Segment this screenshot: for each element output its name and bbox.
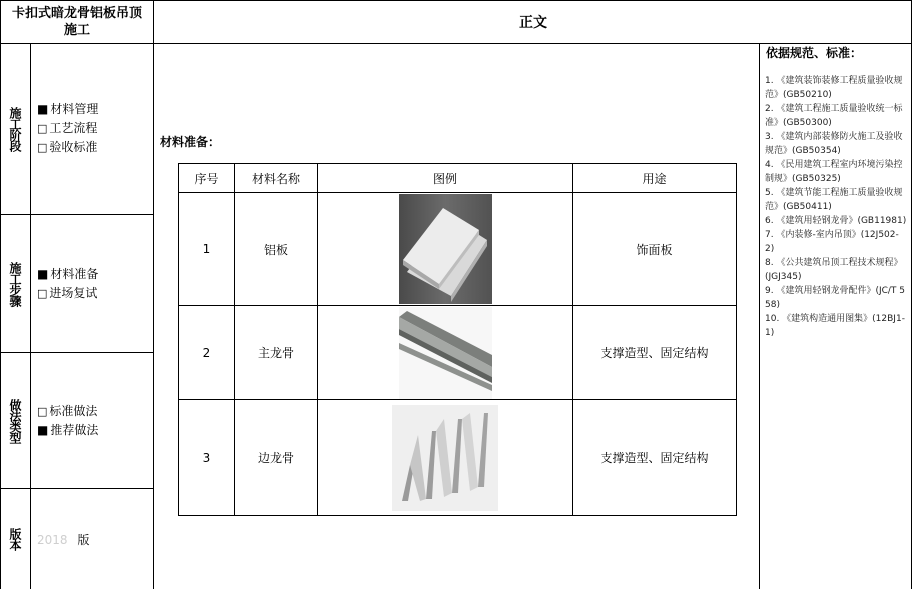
option-material-management[interactable]: ■ 材料管理 [37, 100, 98, 119]
option-process-flow[interactable]: □ 工艺流程 [37, 119, 98, 138]
version-label: 版本 [8, 528, 22, 550]
row-name: 边龙骨 [235, 400, 318, 516]
option-acceptance-standard[interactable]: □ 验收标准 [37, 138, 98, 157]
row-image-cell [318, 400, 573, 516]
main-keel-image [399, 307, 492, 399]
row-no: 3 [179, 400, 235, 516]
row-image-cell [318, 193, 573, 306]
option-material-preparation[interactable]: ■ 材料准备 [37, 265, 98, 284]
header-no: 序号 [179, 164, 235, 193]
table-row [179, 400, 737, 516]
checkbox-empty-icon[interactable]: □ [37, 287, 48, 300]
aluminum-plate-image [399, 194, 492, 304]
sidebar-divider [153, 0, 154, 589]
method-options [37, 402, 98, 440]
reference-item: 8. 《公共建筑吊顶工程技术规程》(JGJ345) [765, 258, 903, 282]
references-title: 依据规范、标准： [766, 46, 863, 60]
stage-label: 施工阶段 [8, 107, 22, 151]
section-title: 材料准备： [160, 135, 221, 149]
reference-item: 4. 《民用建筑工程室内环境污染控制规》(GB50325) [765, 160, 903, 184]
materials-table [178, 163, 737, 516]
row-name: 主龙骨 [235, 306, 318, 400]
reference-item: 3. 《建筑内部装修防火施工及验收规范》(GB50354) [765, 132, 903, 156]
step-label: 施工步骤 [8, 261, 22, 306]
references-divider [759, 44, 760, 589]
row-image-cell [318, 306, 573, 400]
checkbox-empty-icon[interactable]: □ [37, 405, 48, 418]
reference-item: 1. 《建筑装饰装修工程质量验收规范》(GB50210) [765, 76, 903, 100]
table-header-row [179, 164, 737, 193]
main-keel-illustration [399, 307, 492, 399]
reference-item: 2. 《建筑工程施工质量验收统一标准》(GB50300) [765, 104, 903, 128]
checkbox-empty-icon[interactable]: □ [37, 141, 48, 154]
table-row [179, 306, 737, 400]
edge-keel-image [392, 405, 498, 511]
row-use: 支撑造型、固定结构 [573, 400, 737, 516]
checkbox-checked-icon[interactable]: ■ [37, 423, 49, 437]
table-row [179, 193, 737, 306]
document-title: 卡扣式暗龙骨铝板吊顶施工 [11, 6, 142, 38]
row-use: 支撑造型、固定结构 [573, 306, 737, 400]
edge-keel-illustration [392, 405, 498, 511]
reference-item: 9. 《建筑用轻钢龙骨配件》(JC/T 558) [765, 286, 906, 310]
header-use: 用途 [573, 164, 737, 193]
checkbox-checked-icon[interactable]: ■ [37, 102, 49, 116]
reference-item: 5. 《建筑节能工程施工质量验收规范》(GB50411) [765, 188, 903, 212]
stage-options [37, 100, 98, 157]
option-standard-method[interactable]: □ 标准做法 [37, 402, 98, 421]
row-no: 1 [179, 193, 235, 306]
checkbox-empty-icon[interactable]: □ [37, 122, 48, 135]
method-type-label: 做法类型 [8, 398, 22, 443]
row-no: 2 [179, 306, 235, 400]
top-border [0, 0, 912, 1]
checkbox-checked-icon[interactable]: ■ [37, 267, 49, 281]
step-options [37, 265, 98, 303]
version-value: 2018 版 [37, 533, 90, 547]
option-site-retest[interactable]: □ 进场复试 [37, 284, 98, 303]
header-name: 材料名称 [235, 164, 318, 193]
reference-item: 7. 《内装修-室内吊顶》(12J502-2) [765, 230, 899, 254]
row-use: 饰面板 [573, 193, 737, 306]
body-header: 正文 [519, 15, 547, 31]
header-image: 图例 [318, 164, 573, 193]
reference-item: 10. 《建筑构造通用图集》(12BJ1-1) [765, 314, 905, 338]
references-list [765, 74, 907, 340]
aluminum-plate-illustration [399, 194, 492, 304]
option-recommended-method[interactable]: ■ 推荐做法 [37, 421, 98, 440]
reference-item: 6. 《建筑用轻钢龙骨》(GB11981) [765, 216, 907, 226]
row-name: 铝板 [235, 193, 318, 306]
